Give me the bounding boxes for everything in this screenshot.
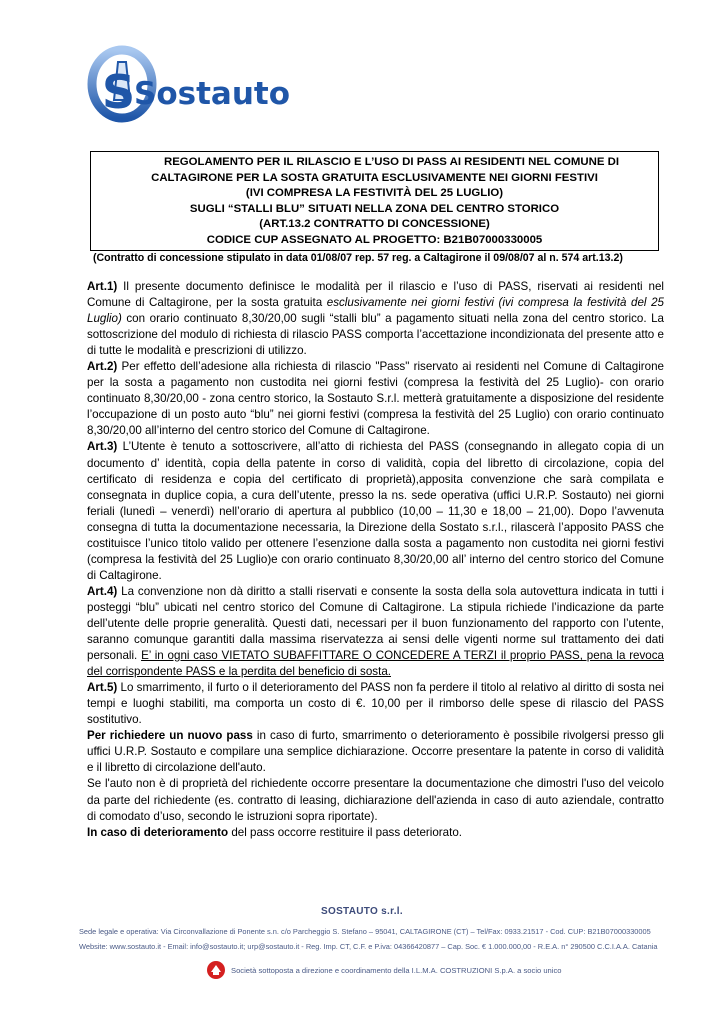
damaged-bold: In caso di deterioramento [87,825,229,839]
article-1 [87,279,664,359]
article-2-label: Art.2) [87,360,118,374]
article-5-label: Art.5) [87,681,118,695]
title-line-4: SUGLI “STALLI BLU” SITUATI NELLA ZONA DEL CENTRO STORICO [189,202,560,215]
footer-group-text: Società sottoposta a direzione e coordinamento della I.L.M.A. COSTRUZIONI S.p.A. a socio unico [231,965,562,975]
contract-note: (Contratto di concessione stipulato in data 01/08/07 rep. 57 reg. a Caltagirone il 09/08/07 al n. 574 art.13.2) [93,252,623,264]
article-5-text: Lo smarrimento, il furto o il deterioramento del PASS non fa perdere il titolo al relativo al diritto di sosta nei tempi e luoghi stabiliti, ma comporta un costo di €. 10,00 per il rimborso delle spese di rilascio del PASS sostitutivo. [87,681,664,727]
damaged-paragraph [87,825,664,841]
title-line-2: CALTAGIRONE PER LA SOSTA GRATUITA ESCLUSIVAMENTE NEI GIORNI FESTIVI [151,171,598,184]
article-2-text: Per effetto dell’adesione alla richiesta di rilascio "Pass" riservato ai residenti nel Comune di Caltagirone per la sosta a pagamento non custodita nei giorni festivi (compresa la festività del 25 Luglio)- con orario continuato 8,30/20,00 - zona centro storico, la Sostauto S.r.l. metterà gratuitamente a disposizione del residente l’occupazione di un posto auto “blu” nei giorni festivi (compresa la festività del 25 Luglio) con orario continuato 8,30/20,00 all’interno del centro storico del Comune di Caltagirone. [87,360,664,438]
article-1-text-italic: esclusivamente nei giorni festivi (ivi compresa la festività del 25 Luglio) [87,296,664,326]
new-pass-bold: Per richiedere un nuovo pass [87,729,253,743]
not-owner-paragraph: Se l'auto non è di proprietà del richiedente occorre presentare la documentazione che dimostri l'uso del veicolo da parte del richiedente (es. contratto di leasing, dichiarazione dell'azienda in caso di auto aziendale, contratto di comodato d’uso, secondo le istruzioni sopra riportate). [87,777,664,823]
footer-contacts: Website: www.sostauto.it - Email: info@sostauto.it; urp@sostauto.it - Reg. Imp. CT, C.F. e P.iva: 04366420877 – Cap. Soc. € 1.000.000,00 - R.E.A. n° 290500 C.C.I.A.A. Catania [79,942,658,951]
title-line-1: REGOLAMENTO PER IL RILASCIO E L’USO DI PASS AI RESIDENTI NEL COMUNE DI [163,156,620,168]
footer-group-note [206,960,562,980]
article-3-text: L’Utente è tenuto a sottoscrivere, all’atto di richiesta del PASS (consegnando in allegato copia di un documento d’ identità, copia della patente in corso di validità, copia del libretto di circolazione, copia del certificato di residenza e copia del certificato di proprietà),apposita convenzione che sarà compilata e consegnata in duplice copia, a cura dell’utente, presso la ns. sede operativa (uffici U.R.P. Sostauto) nei giorni feriali (lunedì – venerdì) nell’orario di apertura al pubblico (10,00 – 11,30 e 18,00 – 21,00). Dopo l’avvenuta consegna di tutta la documentazione necessaria, la Direzione della Sostato s.r.l., rilascerà l’apposito PASS che costituisce l’unico titolo valido per ottenere l’esenzione dalla sosta a pagamento non custodita nei giorni festivi (compresa la festività del 25 Luglio)e con orario continuato 8,30/20,00 all’ interno del centro storico del Comune di Caltagirone. [87,440,664,582]
document-title-box [90,151,659,251]
article-1-text-b: con orario continuato 8,30/20,00 sugli “stalli blu” a pagamento situati nella zona del centro storico. La sottoscrizione del modulo di richiesta di rilascio PASS comporta l’accettazione incondizionata del presente atto e di tutte le modalità e prescrizioni di utilizzo. [87,312,664,358]
article-4-label: Art.4) [87,584,118,598]
article-4 [87,584,664,680]
document-body [87,279,664,841]
footer-address: Sede legale e operativa: Via Circonvallazione di Ponente s.n. c/o Parcheggio S. Stefano – 95041, CALTAGIRONE (CT) – Tel/Fax: 0933.21517 - Cod. CUP: B21B07000330005 [79,927,651,936]
title-line-3: (IVI COMPRESA LA FESTIVITÀ DEL 25 LUGLIO) [245,187,504,200]
new-pass-paragraph [87,728,664,776]
article-4-text: La convenzione non dà diritto a stalli riservati e consente la sosta della sola autovettura indicata in tutti i posteggi “blu” ubicati nel centro storico del Comune di Caltagirone. La stipula richiede l’indicazione da parte dell’utente delle proprie generalità. Questi dati, necessari per il buon funzionamento del rapporto con l’utente, saranno comunque garantiti dalla massima riservatezza ai sensi delle vigenti norme sul trattamento dei dati personali. [87,584,664,663]
article-5 [87,680,664,728]
ilma-logo-icon [206,960,226,980]
new-pass-text: in caso di furto, smarrimento o deterioramento è possibile rivolgersi presso gli uffici U.R.P. Sostauto e compilare una semplice dichiarazione. Occorre presentare la patente in corso di validità e il libretto di circolazione dell'auto. [87,729,664,775]
svg-text:S: S [102,65,136,119]
article-2 [87,359,664,439]
article-1-label: Art.1) [87,280,118,293]
article-3 [87,439,664,583]
title-line-6: CODICE CUP ASSEGNATO AL PROGETTO: B21B07000330005 [206,233,543,246]
title-line-5: (ART.13.2 CONTRATTO DI CONCESSIONE) [259,218,490,231]
damaged-text: del pass occorre restituire il pass deteriorato. [228,825,463,839]
logo-wordmark: Sostauto [134,76,290,112]
article-3-label: Art.3) [87,440,118,454]
article-4-prohibition: E’ in ogni caso VIETATO SUBAFFITTARE O CONCEDERE A TERZI il proprio PASS, pena la revoca del corrispondente PASS e la perdita del beneficio di sosta. [87,649,664,679]
article-1-text-a: Il presente documento definisce le modalità per il rilascio e l’uso di PASS, riservati ai residenti nel Comune di Caltagirone, per la sosta gratuita [87,280,664,310]
sostauto-logo [88,42,290,124]
page-footer [0,906,724,975]
footer-company: SOSTAUTO s.r.l. [321,906,403,917]
